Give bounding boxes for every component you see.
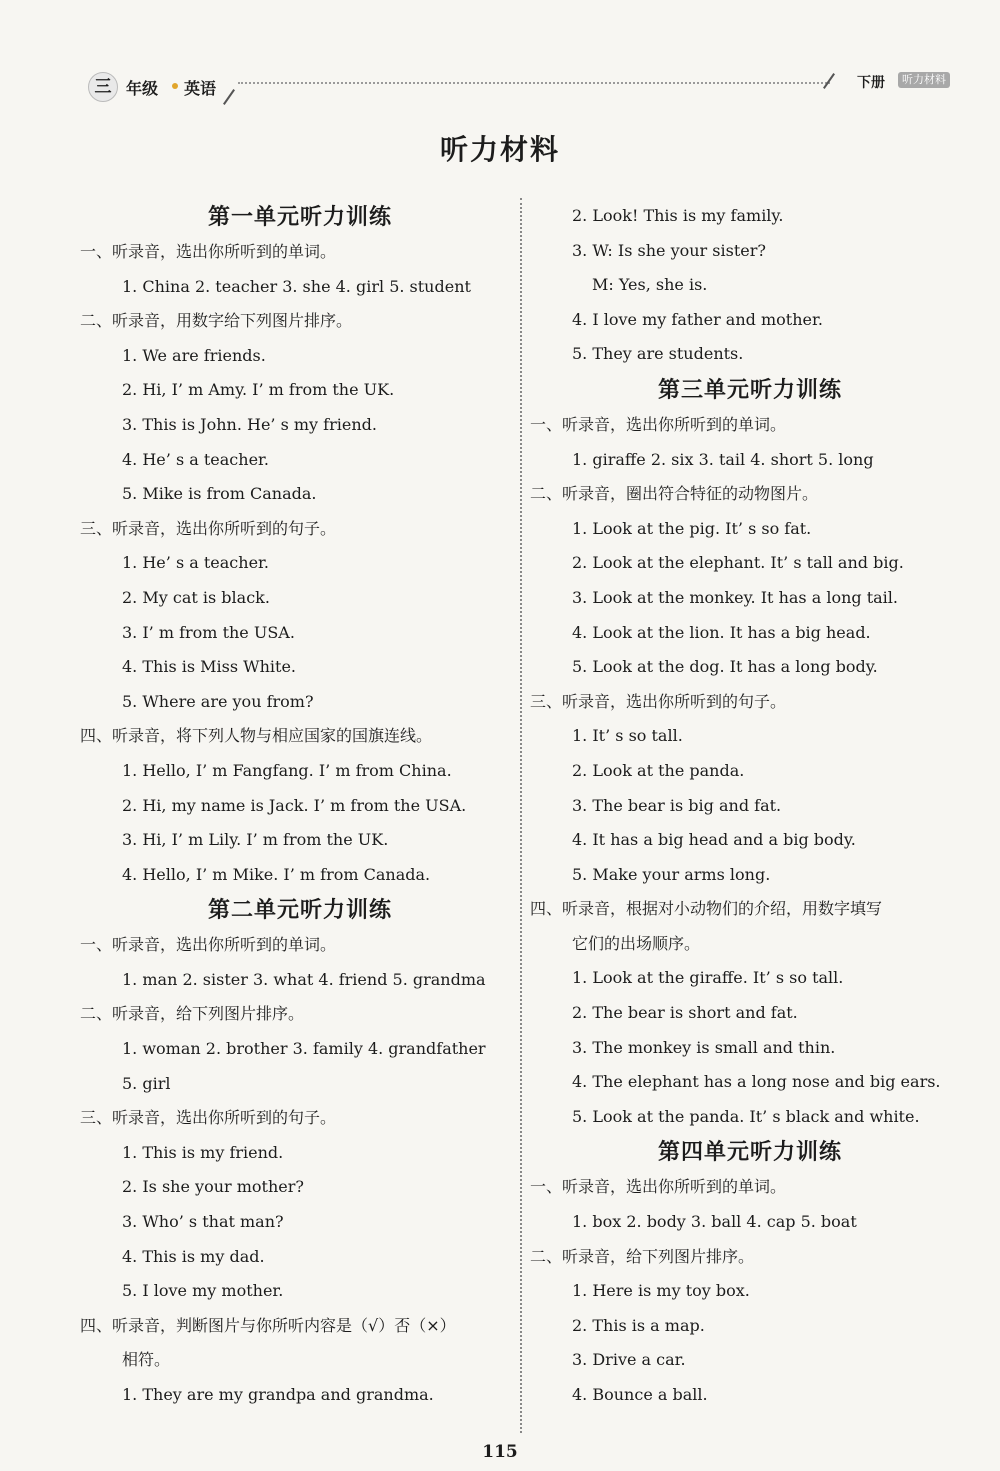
list-item: 1. This is my friend.: [122, 1142, 284, 1162]
word-list: 1. China 2. teacher 3. she 4. girl 5. student: [122, 276, 471, 296]
word-list: 1. woman 2. brother 3. family 4. grandfather: [122, 1039, 486, 1059]
list-item: 1. Hello, I’ m Fangfang. I’ m from China.: [122, 760, 452, 780]
word-list: 5. girl: [122, 1073, 171, 1093]
unit-title: 第二单元听力训练: [207, 897, 392, 924]
question-heading: 一、听录音，选出你所听到的单词。: [530, 1177, 787, 1197]
question-heading: 二、听录音，用数字给下列图片排序。: [80, 311, 353, 331]
grade-label: 年级: [126, 79, 159, 98]
list-item: 4. Look at the lion. It has a big head.: [572, 622, 871, 642]
list-item: 3. Hi, I’ m Lily. I’ m from the UK.: [122, 830, 389, 850]
list-item: 4. Bounce a ball.: [572, 1385, 708, 1404]
header-slash-right: [823, 73, 835, 89]
section-tag: 听力材料: [898, 72, 950, 88]
list-item: 1. He’ s a teacher.: [122, 553, 270, 573]
grade-badge: 三: [88, 72, 118, 102]
word-list: 1. man 2. sister 3. what 4. friend 5. grandma: [122, 969, 486, 989]
list-item: 2. Look! This is my family.: [572, 206, 784, 225]
question-heading-cont: 相符。: [122, 1350, 171, 1370]
list-item: 5. Look at the panda. It’ s black and white.: [572, 1106, 920, 1126]
list-item: 1. They are my grandpa and grandma.: [122, 1385, 434, 1404]
question-heading-cont: 它们的出场顺序。: [572, 933, 701, 953]
question-heading: 三、听录音，选出你所听到的句子。: [80, 1108, 337, 1128]
page-header: [88, 70, 950, 104]
list-item: 5. They are students.: [572, 344, 744, 364]
list-item: 1. Here is my toy box.: [572, 1281, 750, 1301]
question-heading: 二、听录音，圈出符合特征的动物图片。: [530, 484, 819, 504]
list-item: 3. This is John. He’ s my friend.: [122, 414, 377, 434]
page-title: 听力材料: [439, 133, 560, 166]
unit-title: 第四单元听力训练: [657, 1139, 842, 1166]
list-item: 4. He’ s a teacher.: [122, 449, 270, 469]
page-number: 115: [482, 1442, 518, 1462]
list-item: 5. Mike is from Canada.: [122, 484, 317, 504]
column-divider: [520, 198, 522, 1433]
list-item: 2. Hi, I’ m Amy. I’ m from the UK.: [122, 380, 395, 400]
list-item: 4. Hello, I’ m Mike. I’ m from Canada.: [122, 864, 431, 884]
unit-title: 第一单元听力训练: [207, 204, 392, 230]
question-heading: 四、听录音，将下列人物与相应国家的国旗连线。: [80, 726, 433, 746]
list-item: 5. Make your arms long.: [572, 864, 771, 884]
list-item: 2. Hi, my name is Jack. I’ m from the USA.: [122, 795, 467, 815]
list-item: 4. It has a big head and a big body.: [572, 830, 856, 850]
question-heading: 一、听录音，选出你所听到的单词。: [80, 935, 337, 955]
list-item: 1. We are friends.: [122, 345, 266, 365]
list-item: 2. The bear is short and fat.: [572, 1003, 798, 1023]
question-heading: 二、听录音，给下列图片排序。: [80, 1004, 305, 1024]
question-heading: 三、听录音，选出你所听到的句子。: [80, 518, 337, 538]
list-item: 3. Look at the monkey. It has a long tail.: [572, 587, 898, 607]
list-item: 3. I’ m from the USA.: [122, 622, 295, 642]
word-list: 1. giraffe 2. six 3. tail 4. short 5. long: [572, 449, 874, 469]
header-rule: [238, 82, 830, 84]
subject-label: 英语: [184, 79, 217, 98]
question-heading: 一、听录音，选出你所听到的单词。: [80, 242, 337, 261]
list-item: 5. I love my mother.: [122, 1281, 284, 1301]
list-item: 5. Look at the dog. It has a long body.: [572, 657, 878, 677]
question-heading: 一、听录音，选出你所听到的单词。: [530, 414, 787, 434]
word-list: 1. box 2. body 3. ball 4. cap 5. boat: [572, 1212, 857, 1232]
list-item: 4. The elephant has a long nose and big ears.: [572, 1072, 941, 1092]
list-item: 3. Drive a car.: [572, 1350, 686, 1370]
header-dot: [172, 83, 178, 89]
list-item: 4. This is my dad.: [122, 1246, 265, 1266]
question-heading: 二、听录音，给下列图片排序。: [530, 1246, 755, 1266]
list-item: 3. Who’ s that man?: [122, 1212, 284, 1232]
list-item: 4. I love my father and mother.: [572, 309, 823, 329]
list-item: 2. Look at the panda.: [572, 760, 745, 780]
question-heading: 三、听录音，选出你所听到的句子。: [530, 691, 787, 711]
right-column: [530, 199, 970, 1413]
list-item: 2. My cat is black.: [122, 587, 270, 607]
list-item: 1. It’ s so tall.: [572, 726, 683, 746]
list-item: 1. Look at the giraffe. It’ s so tall.: [572, 968, 844, 988]
list-item: 2. Is she your mother?: [122, 1177, 304, 1197]
volume-label: 下册: [857, 75, 885, 91]
list-item: 2. This is a map.: [572, 1315, 705, 1335]
question-heading: 四、听录音，判断图片与你所听内容是（√）否（×）: [80, 1315, 456, 1335]
list-item: 3. The bear is big and fat.: [572, 795, 782, 815]
list-item: 2. Look at the elephant. It’ s tall and big.: [572, 553, 904, 573]
list-item: 5. Where are you from?: [122, 691, 314, 711]
list-item: 1. Look at the pig. It’ s so fat.: [572, 518, 812, 538]
header-slash-left: [223, 89, 235, 105]
list-item: 4. This is Miss White.: [122, 657, 297, 677]
question-heading: 四、听录音，根据对小动物们的介绍，用数字填写: [530, 899, 883, 919]
left-column: [80, 199, 520, 1413]
unit-title: 第三单元听力训练: [657, 376, 842, 403]
list-item: 3. W: Is she your sister?: [572, 240, 766, 260]
list-item: 3. The monkey is small and thin.: [572, 1037, 836, 1057]
list-item: M: Yes, she is.: [592, 275, 708, 295]
